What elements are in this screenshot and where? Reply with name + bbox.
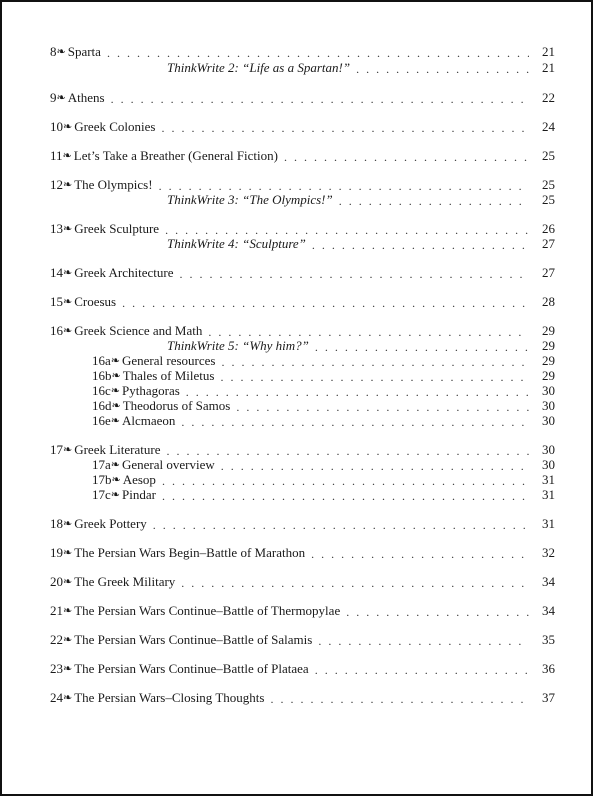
toc-entry-battle-of-plataea xyxy=(50,661,555,677)
page-number: 34 xyxy=(542,603,555,618)
page-number: 25 xyxy=(542,177,555,192)
chapter-number: 14 xyxy=(50,265,63,280)
dot-leader xyxy=(162,474,529,488)
dot-leader xyxy=(221,355,529,369)
dot-leader xyxy=(315,340,529,354)
fleuron-icon: ❧ xyxy=(63,179,73,191)
toc-subentry-16e xyxy=(92,413,555,429)
dot-leader xyxy=(236,400,529,414)
chapter-number: 23 xyxy=(50,661,63,676)
chapter-number: 12 xyxy=(50,177,63,192)
page-number: 31 xyxy=(542,516,555,531)
toc-entry-thinkwrite-3 xyxy=(167,192,555,208)
chapter-number: 10 xyxy=(50,119,63,134)
section-number: 17b xyxy=(92,472,112,487)
fleuron-icon: ❧ xyxy=(110,415,120,427)
page-number: 34 xyxy=(542,574,555,589)
section-number: 16d xyxy=(92,398,112,413)
fleuron-icon: ❧ xyxy=(63,663,73,675)
chapter-number: 11 xyxy=(50,148,63,163)
dot-leader xyxy=(181,576,529,590)
section-number: 16a xyxy=(92,353,111,368)
dot-leader xyxy=(284,150,529,164)
dot-leader xyxy=(179,267,529,281)
dot-leader xyxy=(153,518,529,532)
dot-leader xyxy=(318,634,529,648)
toc-entry-thinkwrite-5 xyxy=(167,338,555,354)
toc-entry-thinkwrite-2 xyxy=(167,60,555,76)
dot-leader xyxy=(346,605,529,619)
chapter-title: Greek Colonies xyxy=(74,119,156,134)
page-number: 31 xyxy=(542,487,555,502)
fleuron-icon: ❧ xyxy=(56,46,66,58)
fleuron-icon: ❧ xyxy=(63,325,73,337)
section-title: General overview xyxy=(122,457,215,472)
dot-leader xyxy=(312,238,529,252)
dot-leader xyxy=(122,296,529,310)
fleuron-icon: ❧ xyxy=(111,474,121,486)
page-number: 24 xyxy=(542,119,555,134)
toc-entry-greek-pottery xyxy=(50,516,555,532)
section-number: 17c xyxy=(92,487,111,502)
dot-leader xyxy=(270,692,529,706)
toc-entry-croesus xyxy=(50,294,555,310)
fleuron-icon: ❧ xyxy=(63,121,73,133)
toc-subentry-16a xyxy=(92,353,555,369)
toc-entry-battle-of-marathon xyxy=(50,545,555,561)
page-number: 29 xyxy=(542,353,555,368)
fleuron-icon: ❧ xyxy=(110,459,120,471)
dot-leader xyxy=(111,92,529,106)
fleuron-icon: ❧ xyxy=(110,385,120,397)
section-number: 16b xyxy=(92,368,112,383)
toc-subentry-17a xyxy=(92,457,555,473)
section-title: Pindar xyxy=(122,487,156,502)
chapter-title: Croesus xyxy=(74,294,117,309)
toc-entry-greek-sculpture xyxy=(50,221,555,237)
dot-leader xyxy=(166,444,529,458)
toc-entry-greek-architecture xyxy=(50,265,555,281)
dot-leader xyxy=(186,385,529,399)
toc-entry-closing-thoughts xyxy=(50,690,555,706)
chapter-title: Athens xyxy=(67,90,105,105)
page-number: 30 xyxy=(542,457,555,472)
chapter-number: 18 xyxy=(50,516,63,531)
chapter-title: The Persian Wars Continue–Battle of Thermopylae xyxy=(74,603,341,618)
chapter-number: 9 xyxy=(50,90,57,105)
fleuron-icon: ❧ xyxy=(63,223,73,235)
chapter-title: Greek Architecture xyxy=(74,265,174,280)
chapter-number: 16 xyxy=(50,323,63,338)
section-title: Alcmaeon xyxy=(122,413,176,428)
dot-leader xyxy=(208,325,529,339)
thinkwrite-title: ThinkWrite 3: “The Olympics!” xyxy=(167,192,333,207)
toc-entry-athens xyxy=(50,90,555,106)
fleuron-icon: ❧ xyxy=(111,370,121,382)
fleuron-icon: ❧ xyxy=(63,547,73,559)
thinkwrite-title: ThinkWrite 2: “Life as a Spartan!” xyxy=(167,60,351,75)
toc-entry-battle-of-thermopylae xyxy=(50,603,555,619)
page-number: 29 xyxy=(542,323,555,338)
dot-leader xyxy=(181,415,529,429)
dot-leader xyxy=(165,223,529,237)
chapter-number: 22 xyxy=(50,632,63,647)
section-number: 17a xyxy=(92,457,111,472)
dot-leader xyxy=(162,489,529,503)
dot-leader xyxy=(311,547,529,561)
fleuron-icon: ❧ xyxy=(63,444,73,456)
page-number: 30 xyxy=(542,413,555,428)
fleuron-icon: ❧ xyxy=(111,400,121,412)
chapter-title: The Persian Wars Continue–Battle of Plataea xyxy=(74,661,309,676)
fleuron-icon: ❧ xyxy=(63,518,73,530)
fleuron-icon: ❧ xyxy=(63,267,73,279)
chapter-number: 15 xyxy=(50,294,63,309)
page-number: 27 xyxy=(542,236,555,251)
chapter-title: The Persian Wars–Closing Thoughts xyxy=(74,690,265,705)
toc-subentry-17c xyxy=(92,487,555,503)
chapter-number: 24 xyxy=(50,690,63,705)
chapter-number: 17 xyxy=(50,442,63,457)
page-number: 21 xyxy=(542,60,555,75)
page-number: 30 xyxy=(542,398,555,413)
page-number: 30 xyxy=(542,383,555,398)
toc-subentry-17b xyxy=(92,472,555,488)
toc-entry-greek-colonies xyxy=(50,119,555,135)
toc-entry-sparta xyxy=(50,44,555,60)
page-number: 25 xyxy=(542,148,555,163)
section-title: Aesop xyxy=(122,472,156,487)
dot-leader xyxy=(339,194,529,208)
section-number: 16c xyxy=(92,383,111,398)
page-number: 37 xyxy=(542,690,555,705)
fleuron-icon: ❧ xyxy=(63,296,73,308)
page-number: 36 xyxy=(542,661,555,676)
chapter-title: The Greek Military xyxy=(74,574,176,589)
toc-entry-breather xyxy=(50,148,555,164)
toc-subentry-16d xyxy=(92,398,555,414)
dot-leader xyxy=(161,121,529,135)
thinkwrite-title: ThinkWrite 4: “Sculpture” xyxy=(167,236,306,251)
dot-leader xyxy=(221,459,529,473)
page-number: 25 xyxy=(542,192,555,207)
fleuron-icon: ❧ xyxy=(62,150,72,162)
section-title: Pythagoras xyxy=(122,383,180,398)
toc-entry-greek-science-math xyxy=(50,323,555,339)
fleuron-icon: ❧ xyxy=(110,489,120,501)
toc-subentry-16b xyxy=(92,368,555,384)
toc-entry-thinkwrite-4 xyxy=(167,236,555,252)
page-number: 35 xyxy=(542,632,555,647)
chapter-title: The Olympics! xyxy=(74,177,153,192)
section-title: Theodorus of Samos xyxy=(122,398,231,413)
fleuron-icon: ❧ xyxy=(63,605,73,617)
chapter-title: Greek Literature xyxy=(74,442,161,457)
page-number: 29 xyxy=(542,368,555,383)
toc-entry-battle-of-salamis xyxy=(50,632,555,648)
dot-leader xyxy=(220,370,529,384)
toc-entry-olympics xyxy=(50,177,555,193)
section-title: General resources xyxy=(122,353,216,368)
toc-subentry-16c xyxy=(92,383,555,399)
fleuron-icon: ❧ xyxy=(63,576,73,588)
page-number: 22 xyxy=(542,90,555,105)
page-number: 29 xyxy=(542,338,555,353)
chapter-number: 13 xyxy=(50,221,63,236)
chapter-number: 8 xyxy=(50,44,57,59)
dot-leader xyxy=(107,46,529,60)
chapter-title: Greek Sculpture xyxy=(74,221,160,236)
chapter-number: 21 xyxy=(50,603,63,618)
fleuron-icon: ❧ xyxy=(63,692,73,704)
fleuron-icon: ❧ xyxy=(63,634,73,646)
dot-leader xyxy=(315,663,529,677)
page-number: 30 xyxy=(542,442,555,457)
fleuron-icon: ❧ xyxy=(56,92,66,104)
dot-leader xyxy=(159,179,529,193)
chapter-title: Greek Pottery xyxy=(74,516,147,531)
chapter-number: 20 xyxy=(50,574,63,589)
dot-leader xyxy=(356,62,529,76)
section-number: 16e xyxy=(92,413,111,428)
page-number: 28 xyxy=(542,294,555,309)
section-title: Thales of Miletus xyxy=(122,368,215,383)
chapter-title: Sparta xyxy=(67,44,101,59)
page-number: 32 xyxy=(542,545,555,560)
page-number: 26 xyxy=(542,221,555,236)
chapter-title: Greek Science and Math xyxy=(74,323,203,338)
toc-entry-greek-literature xyxy=(50,442,555,458)
chapter-title: The Persian Wars Begin–Battle of Marathon xyxy=(74,545,306,560)
fleuron-icon: ❧ xyxy=(110,355,120,367)
page-number: 27 xyxy=(542,265,555,280)
chapter-title: Let’s Take a Breather (General Fiction) xyxy=(73,148,278,163)
toc-entry-greek-military xyxy=(50,574,555,590)
thinkwrite-title: ThinkWrite 5: “Why him?” xyxy=(167,338,309,353)
chapter-number: 19 xyxy=(50,545,63,560)
page-number: 21 xyxy=(542,44,555,59)
page-number: 31 xyxy=(542,472,555,487)
chapter-title: The Persian Wars Continue–Battle of Salamis xyxy=(74,632,313,647)
